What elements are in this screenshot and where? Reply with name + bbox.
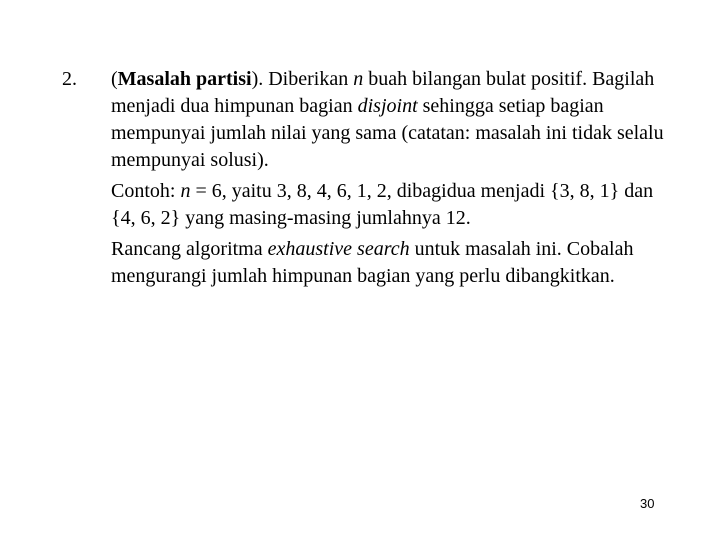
list-item-number: 2. <box>62 68 77 90</box>
open-paren: ( <box>111 68 118 90</box>
example-paragraph <box>111 178 671 232</box>
task-paragraph <box>111 236 671 290</box>
problem-statement <box>111 66 671 290</box>
example-text: = 6, yaitu 3, 8, 4, 6, 1, 2, dibagidua menjadi {3, 8, 1} dan {4, 6, 2} yang masing-masing jumlahnya 12. <box>111 180 654 229</box>
text-after-title: ). Diberikan <box>251 68 354 90</box>
text-description-end: sehingga setiap bagian mempunyai jumlah nilai yang sama (catatan: masalah ini tidak selalu mempunyai solusi). <box>111 95 664 171</box>
exhaustive-search-term: exhaustive search <box>267 238 410 260</box>
task-text-start: Rancang algoritma <box>111 238 268 260</box>
problem-description-paragraph <box>111 66 671 174</box>
text-after-n: buah bilangan bulat positif. Bagilah menjadi dua himpunan bagian <box>111 68 655 117</box>
n-variable: n <box>180 180 191 202</box>
example-label: Contoh: <box>111 180 181 202</box>
n-variable: n <box>353 68 364 90</box>
disjoint-term: disjoint <box>357 95 418 117</box>
problem-title: Masalah partisi <box>117 68 252 90</box>
page-number: 30 <box>640 496 655 511</box>
task-text-end: untuk masalah ini. Cobalah mengurangi jumlah himpunan bagian yang perlu dibangkitkan. <box>111 238 634 287</box>
